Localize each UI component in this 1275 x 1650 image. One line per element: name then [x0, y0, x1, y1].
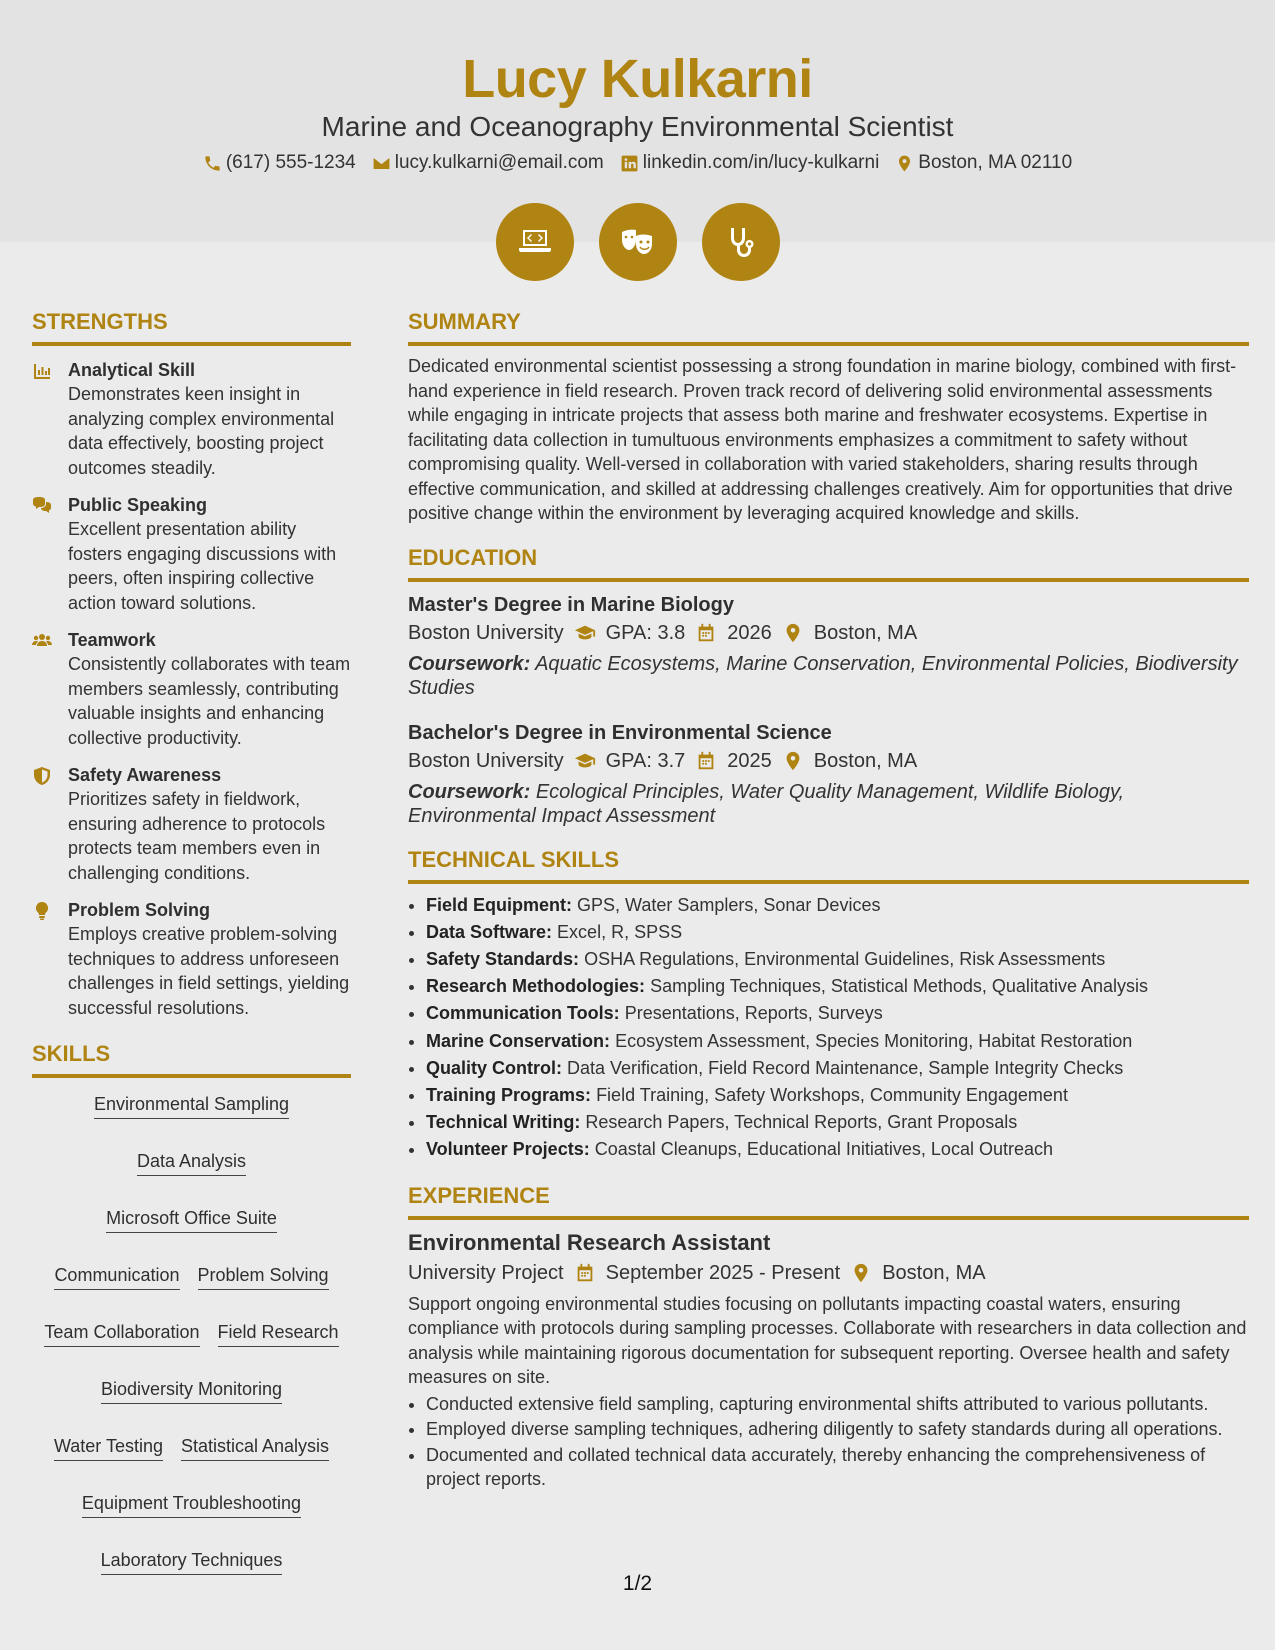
list-item: • Marine Conservation: Ecosystem Assessment, Species Monitoring, Habitat Restoration — [426, 1028, 1249, 1055]
stethoscope-icon — [721, 222, 761, 262]
users-icon — [32, 631, 52, 651]
strength-desc: Demonstrates keen insight in analyzing complex environmental data effectively, boosting project outcomes steadily. — [68, 384, 335, 478]
strength-desc: Prioritizes safety in fieldwork, ensuring adherence to protocols protects team members even in challenging conditions. — [68, 789, 326, 883]
calendar-icon — [695, 622, 717, 644]
list-item: • Volunteer Projects: Coastal Cleanups, Educational Initiatives, Local Outreach — [426, 1136, 1249, 1163]
edu-location: Boston, MA — [813, 749, 918, 772]
job-description: Support ongoing environmental studies focusing on pollutants impacting coastal waters, ensuring compliance with protocols during sampling processes. Collaborate with researchers in data collection and analysis while maintaining rigorous documentation for subsequent reporting. Oversee health and safety measures on site. — [408, 1293, 1247, 1388]
list-item: • Research Methodologies: Sampling Techniques, Statistical Methods, Qualitative Analysis — [426, 973, 1249, 1000]
skills-heading: SKILLS — [32, 1040, 351, 1078]
edu-location: Boston, MA — [813, 621, 918, 644]
shield-icon — [32, 766, 52, 786]
left-column — [32, 308, 351, 1575]
list-item: • Safety Standards: OSHA Regulations, Environmental Guidelines, Risk Assessments — [426, 946, 1249, 973]
contact-location — [895, 151, 1072, 175]
summary-heading: SUMMARY — [408, 308, 1249, 346]
skill-tag: Microsoft Office Suite — [106, 1206, 277, 1233]
badge-row — [0, 203, 1275, 281]
technical-skills-list — [408, 892, 1249, 1164]
graduation-cap-icon — [574, 622, 596, 644]
strength-title: Analytical Skill — [68, 360, 196, 380]
education-item — [408, 720, 1249, 828]
phone-text: (617) 555-1234 — [225, 152, 356, 173]
skill-tag: Field Research — [218, 1320, 339, 1347]
summary-text: Dedicated environmental scientist possessing a strong foundation in marine biology, combined with first-hand experience in field research. Proven track record of delivering solid environmental assessments while engaging in intricate projects that assess both marine and freshwater ecosystems. Expertise in facilitating data collection in tumultuous environments emphasizes a commitment to safety without compromising quality. Well-versed in collaboration with varied stakeholders, sharing results through effective communication, and skilled at addressing challenges creatively. Aim for opportunities that drive positive change within the environment by leveraging acquired knowledge and skills. — [408, 356, 1237, 523]
strength-item — [32, 763, 351, 885]
degree-title: Master's Degree in Marine Biology — [408, 593, 734, 616]
skill-tag: Equipment Troubleshooting — [82, 1491, 301, 1518]
list-item: • Employed diverse sampling techniques, adhering diligently to safety standards during all operations. — [426, 1417, 1249, 1442]
coursework-text: Ecological Principles, Water Quality Management, Wildlife Biology, Environmental Impact Assessment — [408, 780, 1125, 827]
education-heading: EDUCATION — [408, 544, 1249, 582]
strength-title: Safety Awareness — [68, 765, 222, 785]
badge-masks — [599, 203, 677, 281]
contact-bar — [0, 151, 1275, 175]
skill-tag: Communication — [54, 1263, 179, 1290]
skill-tag: Water Testing — [54, 1434, 163, 1461]
list-item: • Data Software: Excel, R, SPSS — [426, 919, 1249, 946]
right-column — [408, 308, 1249, 1493]
strength-item — [32, 493, 351, 615]
education-item — [408, 592, 1249, 700]
job-bullets — [408, 1392, 1249, 1492]
strength-desc: Consistently collaborates with team members seamlessly, contributing valuable insights and enhancing collective productivity. — [68, 654, 351, 748]
coursework — [408, 780, 1249, 828]
strength-desc: Excellent presentation ability fosters engaging discussions with peers, often inspiring collective action toward solutions. — [68, 519, 337, 613]
location-text: Boston, MA 02110 — [918, 152, 1073, 173]
skill-tag: Laboratory Techniques — [101, 1548, 283, 1575]
calendar-icon — [695, 750, 717, 772]
linkedin-icon — [620, 154, 639, 173]
map-marker-icon — [782, 750, 804, 772]
strengths-heading: STRENGTHS — [32, 308, 351, 346]
page-number: 1/2 — [622, 1572, 653, 1595]
list-item: • Training Programs: Field Training, Safety Workshops, Community Engagement — [426, 1082, 1249, 1109]
degree-title: Bachelor's Degree in Environmental Science — [408, 721, 832, 744]
skill-tag: Biodiversity Monitoring — [101, 1377, 282, 1404]
list-item: • Conducted extensive field sampling, capturing environmental shifts attributed to various pollutants. — [426, 1392, 1249, 1417]
job-location: Boston, MA — [882, 1261, 986, 1284]
gpa-text: GPA: 3.7 — [605, 749, 686, 772]
badge-laptop — [496, 203, 574, 281]
job-org: University Project — [408, 1261, 564, 1284]
strength-title: Problem Solving — [68, 900, 211, 920]
email-text: lucy.kulkarni@email.com — [394, 152, 604, 173]
map-marker-icon — [895, 154, 914, 173]
coursework-label: Coursework: — [408, 652, 531, 675]
envelope-icon — [372, 154, 391, 173]
skill-tag: Team Collaboration — [44, 1320, 199, 1347]
skill-tag: Statistical Analysis — [181, 1434, 329, 1461]
gpa-text: GPA: 3.8 — [605, 621, 686, 644]
comments-icon — [32, 496, 52, 516]
experience-item — [408, 1228, 1249, 1492]
graduation-cap-icon — [574, 750, 596, 772]
job-title: Environmental Research Assistant — [408, 1229, 771, 1255]
candidate-name: Lucy Kulkarni — [462, 49, 813, 109]
year-text: 2025 — [727, 749, 772, 772]
theater-masks-icon — [618, 222, 658, 262]
list-item: • Communication Tools: Presentations, Reports, Surveys — [426, 1000, 1249, 1027]
list-item: • Technical Writing: Research Papers, Technical Reports, Grant Proposals — [426, 1109, 1249, 1136]
school-name: Boston University — [408, 749, 564, 772]
experience-heading: EXPERIENCE — [408, 1182, 1249, 1220]
chart-icon — [32, 361, 52, 381]
calendar-icon — [574, 1262, 596, 1284]
candidate-title: Marine and Oceanography Environmental Scientist — [321, 111, 954, 142]
coursework — [408, 652, 1249, 700]
strength-desc: Employs creative problem-solving techniques to address unforeseen challenges in field settings, yielding successful resolutions. — [68, 924, 350, 1018]
skill-tag: Environmental Sampling — [94, 1092, 289, 1119]
technical-skills-heading: TECHNICAL SKILLS — [408, 846, 1249, 884]
strength-title: Public Speaking — [68, 495, 208, 515]
job-dates: September 2025 - Present — [605, 1261, 841, 1284]
skill-tag: Data Analysis — [137, 1149, 246, 1176]
strengths-list — [32, 358, 351, 1020]
laptop-code-icon — [515, 222, 555, 262]
contact-linkedin[interactable] — [620, 151, 880, 175]
skill-tag: Problem Solving — [198, 1263, 329, 1290]
list-item: • Quality Control: Data Verification, Field Record Maintenance, Sample Integrity Checks — [426, 1055, 1249, 1082]
coursework-text: Aquatic Ecosystems, Marine Conservation, Environmental Policies, Biodiversity Studies — [408, 652, 1238, 699]
lightbulb-icon — [32, 901, 52, 921]
skills-list — [32, 1092, 351, 1575]
contact-phone[interactable] — [203, 151, 356, 175]
map-marker-icon — [782, 622, 804, 644]
list-item: • Field Equipment: GPS, Water Samplers, Sonar Devices — [426, 892, 1249, 919]
strength-item — [32, 898, 351, 1020]
contact-email[interactable] — [372, 151, 604, 175]
school-name: Boston University — [408, 621, 564, 644]
strength-title: Teamwork — [68, 630, 156, 650]
badge-stethoscope — [702, 203, 780, 281]
strength-item — [32, 628, 351, 750]
map-marker-icon — [850, 1262, 872, 1284]
linkedin-text: linkedin.com/in/lucy-kulkarni — [642, 152, 880, 173]
coursework-label: Coursework: — [408, 780, 531, 803]
phone-icon — [203, 154, 222, 173]
list-item: • Documented and collated technical data accurately, thereby enhancing the comprehensiveness of project reports. — [426, 1443, 1249, 1492]
strength-item — [32, 358, 351, 480]
year-text: 2026 — [727, 621, 772, 644]
